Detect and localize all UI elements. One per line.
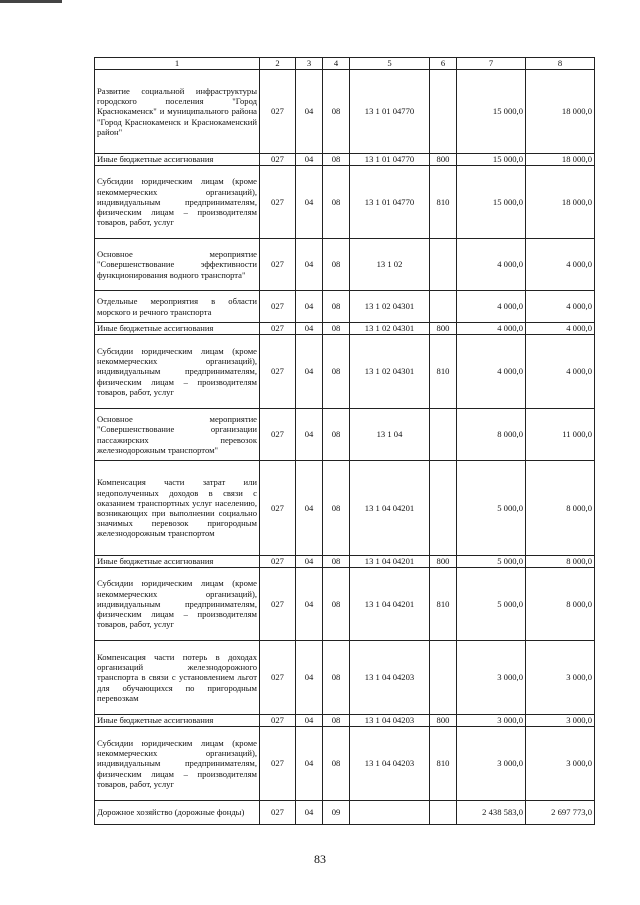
subsection-code-cell: 08 xyxy=(323,556,350,568)
amount-year-2-cell: 8 000,0 xyxy=(526,461,595,556)
expense-type-cell: 800 xyxy=(430,556,457,568)
ministry-code-cell: 027 xyxy=(260,166,296,239)
row-name-cell: Иные бюджетные ассигнования xyxy=(95,154,260,166)
table-row xyxy=(95,335,595,409)
ministry-code-cell: 027 xyxy=(260,715,296,727)
amount-year-1-cell: 4 000,0 xyxy=(457,323,526,335)
header-cell: 5 xyxy=(350,58,430,70)
target-article-cell xyxy=(350,801,430,825)
amount-year-1-cell: 5 000,0 xyxy=(457,568,526,641)
header-cell: 6 xyxy=(430,58,457,70)
expense-type-cell xyxy=(430,239,457,291)
target-article-cell: 13 1 04 04203 xyxy=(350,727,430,801)
section-code-cell: 04 xyxy=(296,70,323,154)
amount-year-1-cell: 3 000,0 xyxy=(457,715,526,727)
amount-year-1-cell: 5 000,0 xyxy=(457,461,526,556)
section-code-cell: 04 xyxy=(296,323,323,335)
amount-year-2-cell: 8 000,0 xyxy=(526,568,595,641)
expense-type-cell xyxy=(430,801,457,825)
ministry-code-cell: 027 xyxy=(260,323,296,335)
section-code-cell: 04 xyxy=(296,461,323,556)
header-cell: 3 xyxy=(296,58,323,70)
row-name-cell: Компенсация части потерь в доходах организаций железнодорожного транспорта в связи с установлением льгот для обучающихся по пригородным перевозкам xyxy=(95,641,260,715)
table-row xyxy=(95,461,595,556)
ministry-code-cell: 027 xyxy=(260,70,296,154)
target-article-cell: 13 1 01 04770 xyxy=(350,70,430,154)
amount-year-1-cell: 4 000,0 xyxy=(457,335,526,409)
row-name-cell: Субсидии юридическим лицам (кроме некоммерческих организаций), индивидуальным предпринимателям, физическим лицам – производителям товаров, работ, услуг xyxy=(95,727,260,801)
row-name-cell: Основное мероприятие "Совершенствование организации пассажирских перевозок железнодорожным транспортом" xyxy=(95,409,260,461)
subsection-code-cell: 08 xyxy=(323,641,350,715)
section-code-cell: 04 xyxy=(296,291,323,323)
amount-year-1-cell: 2 438 583,0 xyxy=(457,801,526,825)
document-page xyxy=(94,57,594,825)
subsection-code-cell: 08 xyxy=(323,239,350,291)
row-name-cell: Компенсация части затрат или недополученных доходов в связи с оказанием транспортных услуг населению, возникающих при выполнении социально значимых перевозок пригородным железнодорожным транспортом xyxy=(95,461,260,556)
table-row xyxy=(95,801,595,825)
target-article-cell: 13 1 02 04301 xyxy=(350,323,430,335)
target-article-cell: 13 1 04 04203 xyxy=(350,641,430,715)
section-code-cell: 04 xyxy=(296,154,323,166)
expense-type-cell: 810 xyxy=(430,727,457,801)
row-name-cell: Субсидии юридическим лицам (кроме некоммерческих организаций), индивидуальным предпринимателям, физическим лицам – производителям товаров, работ, услуг xyxy=(95,166,260,239)
amount-year-1-cell: 8 000,0 xyxy=(457,409,526,461)
expense-type-cell xyxy=(430,291,457,323)
ministry-code-cell: 027 xyxy=(260,461,296,556)
expense-type-cell: 800 xyxy=(430,323,457,335)
row-name-cell: Дорожное хозяйство (дорожные фонды) xyxy=(95,801,260,825)
expense-type-cell xyxy=(430,641,457,715)
target-article-cell: 13 1 04 04203 xyxy=(350,715,430,727)
amount-year-1-cell: 15 000,0 xyxy=(457,154,526,166)
row-name-cell: Субсидии юридическим лицам (кроме некоммерческих организаций), индивидуальным предпринимателям, физическим лицам – производителям товаров, работ, услуг xyxy=(95,335,260,409)
subsection-code-cell: 08 xyxy=(323,461,350,556)
amount-year-2-cell: 18 000,0 xyxy=(526,70,595,154)
amount-year-1-cell: 5 000,0 xyxy=(457,556,526,568)
expense-type-cell: 810 xyxy=(430,166,457,239)
header-cell: 1 xyxy=(95,58,260,70)
subsection-code-cell: 08 xyxy=(323,715,350,727)
section-code-cell: 04 xyxy=(296,239,323,291)
amount-year-2-cell: 3 000,0 xyxy=(526,641,595,715)
header-cell: 2 xyxy=(260,58,296,70)
table-row xyxy=(95,291,595,323)
expense-type-cell: 810 xyxy=(430,568,457,641)
ministry-code-cell: 027 xyxy=(260,335,296,409)
table-row xyxy=(95,641,595,715)
ministry-code-cell: 027 xyxy=(260,291,296,323)
expense-type-cell: 800 xyxy=(430,715,457,727)
amount-year-2-cell: 3 000,0 xyxy=(526,727,595,801)
subsection-code-cell: 08 xyxy=(323,727,350,801)
subsection-code-cell: 08 xyxy=(323,166,350,239)
target-article-cell: 13 1 04 04201 xyxy=(350,461,430,556)
section-code-cell: 04 xyxy=(296,335,323,409)
target-article-cell: 13 1 02 04301 xyxy=(350,291,430,323)
header-cell: 8 xyxy=(526,58,595,70)
table-row xyxy=(95,323,595,335)
section-code-cell: 04 xyxy=(296,166,323,239)
amount-year-1-cell: 4 000,0 xyxy=(457,291,526,323)
section-code-cell: 04 xyxy=(296,715,323,727)
table-row xyxy=(95,727,595,801)
ministry-code-cell: 027 xyxy=(260,239,296,291)
ministry-code-cell: 027 xyxy=(260,154,296,166)
amount-year-1-cell: 3 000,0 xyxy=(457,641,526,715)
table-row xyxy=(95,239,595,291)
amount-year-2-cell: 4 000,0 xyxy=(526,291,595,323)
target-article-cell: 13 1 01 04770 xyxy=(350,166,430,239)
section-code-cell: 04 xyxy=(296,568,323,641)
table-row xyxy=(95,154,595,166)
expense-type-cell xyxy=(430,461,457,556)
header-cell: 7 xyxy=(457,58,526,70)
page-number: 83 xyxy=(314,852,326,866)
ministry-code-cell: 027 xyxy=(260,801,296,825)
row-name-cell: Иные бюджетные ассигнования xyxy=(95,715,260,727)
target-article-cell: 13 1 02 04301 xyxy=(350,335,430,409)
subsection-code-cell: 08 xyxy=(323,70,350,154)
row-name-cell: Иные бюджетные ассигнования xyxy=(95,323,260,335)
amount-year-2-cell: 2 697 773,0 xyxy=(526,801,595,825)
amount-year-2-cell: 4 000,0 xyxy=(526,335,595,409)
section-code-cell: 04 xyxy=(296,409,323,461)
row-name-cell: Развитие социальной инфраструктуры городского поселения "Город Краснокаменск" и муниципального района "Город Краснокаменск и Краснокаменский район" xyxy=(95,70,260,154)
subsection-code-cell: 08 xyxy=(323,335,350,409)
table-body xyxy=(95,70,595,825)
subsection-code-cell: 08 xyxy=(323,154,350,166)
ministry-code-cell: 027 xyxy=(260,641,296,715)
ministry-code-cell: 027 xyxy=(260,409,296,461)
subsection-code-cell: 08 xyxy=(323,409,350,461)
amount-year-1-cell: 3 000,0 xyxy=(457,727,526,801)
expense-type-cell: 800 xyxy=(430,154,457,166)
target-article-cell: 13 1 04 04201 xyxy=(350,556,430,568)
header-cell: 4 xyxy=(323,58,350,70)
expense-type-cell: 810 xyxy=(430,335,457,409)
expense-type-cell xyxy=(430,409,457,461)
section-code-cell: 04 xyxy=(296,641,323,715)
amount-year-2-cell: 8 000,0 xyxy=(526,556,595,568)
subsection-code-cell: 08 xyxy=(323,568,350,641)
amount-year-2-cell: 18 000,0 xyxy=(526,166,595,239)
ministry-code-cell: 027 xyxy=(260,727,296,801)
amount-year-2-cell: 11 000,0 xyxy=(526,409,595,461)
table-row xyxy=(95,568,595,641)
ministry-code-cell: 027 xyxy=(260,568,296,641)
amount-year-2-cell: 3 000,0 xyxy=(526,715,595,727)
expense-type-cell xyxy=(430,70,457,154)
section-code-cell: 04 xyxy=(296,727,323,801)
scan-edge-mark xyxy=(0,0,62,3)
row-name-cell: Отдельные мероприятия в области морского и речного транспорта xyxy=(95,291,260,323)
budget-table xyxy=(94,57,595,825)
amount-year-1-cell: 4 000,0 xyxy=(457,239,526,291)
table-row xyxy=(95,715,595,727)
amount-year-1-cell: 15 000,0 xyxy=(457,166,526,239)
subsection-code-cell: 09 xyxy=(323,801,350,825)
target-article-cell: 13 1 02 xyxy=(350,239,430,291)
subsection-code-cell: 08 xyxy=(323,323,350,335)
ministry-code-cell: 027 xyxy=(260,556,296,568)
amount-year-1-cell: 15 000,0 xyxy=(457,70,526,154)
section-code-cell: 04 xyxy=(296,801,323,825)
target-article-cell: 13 1 04 xyxy=(350,409,430,461)
section-code-cell: 04 xyxy=(296,556,323,568)
table-row xyxy=(95,166,595,239)
row-name-cell: Субсидии юридическим лицам (кроме некоммерческих организаций), индивидуальным предпринимателям, физическим лицам – производителям товаров, работ, услуг xyxy=(95,568,260,641)
subsection-code-cell: 08 xyxy=(323,291,350,323)
table-row xyxy=(95,70,595,154)
row-name-cell: Иные бюджетные ассигнования xyxy=(95,556,260,568)
amount-year-2-cell: 18 000,0 xyxy=(526,154,595,166)
row-name-cell: Основное мероприятие "Совершенствование эффективности функционирования водного транспорта" xyxy=(95,239,260,291)
amount-year-2-cell: 4 000,0 xyxy=(526,239,595,291)
target-article-cell: 13 1 01 04770 xyxy=(350,154,430,166)
target-article-cell: 13 1 04 04201 xyxy=(350,568,430,641)
table-row xyxy=(95,409,595,461)
table-row xyxy=(95,556,595,568)
amount-year-2-cell: 4 000,0 xyxy=(526,323,595,335)
table-header-row xyxy=(95,58,595,70)
